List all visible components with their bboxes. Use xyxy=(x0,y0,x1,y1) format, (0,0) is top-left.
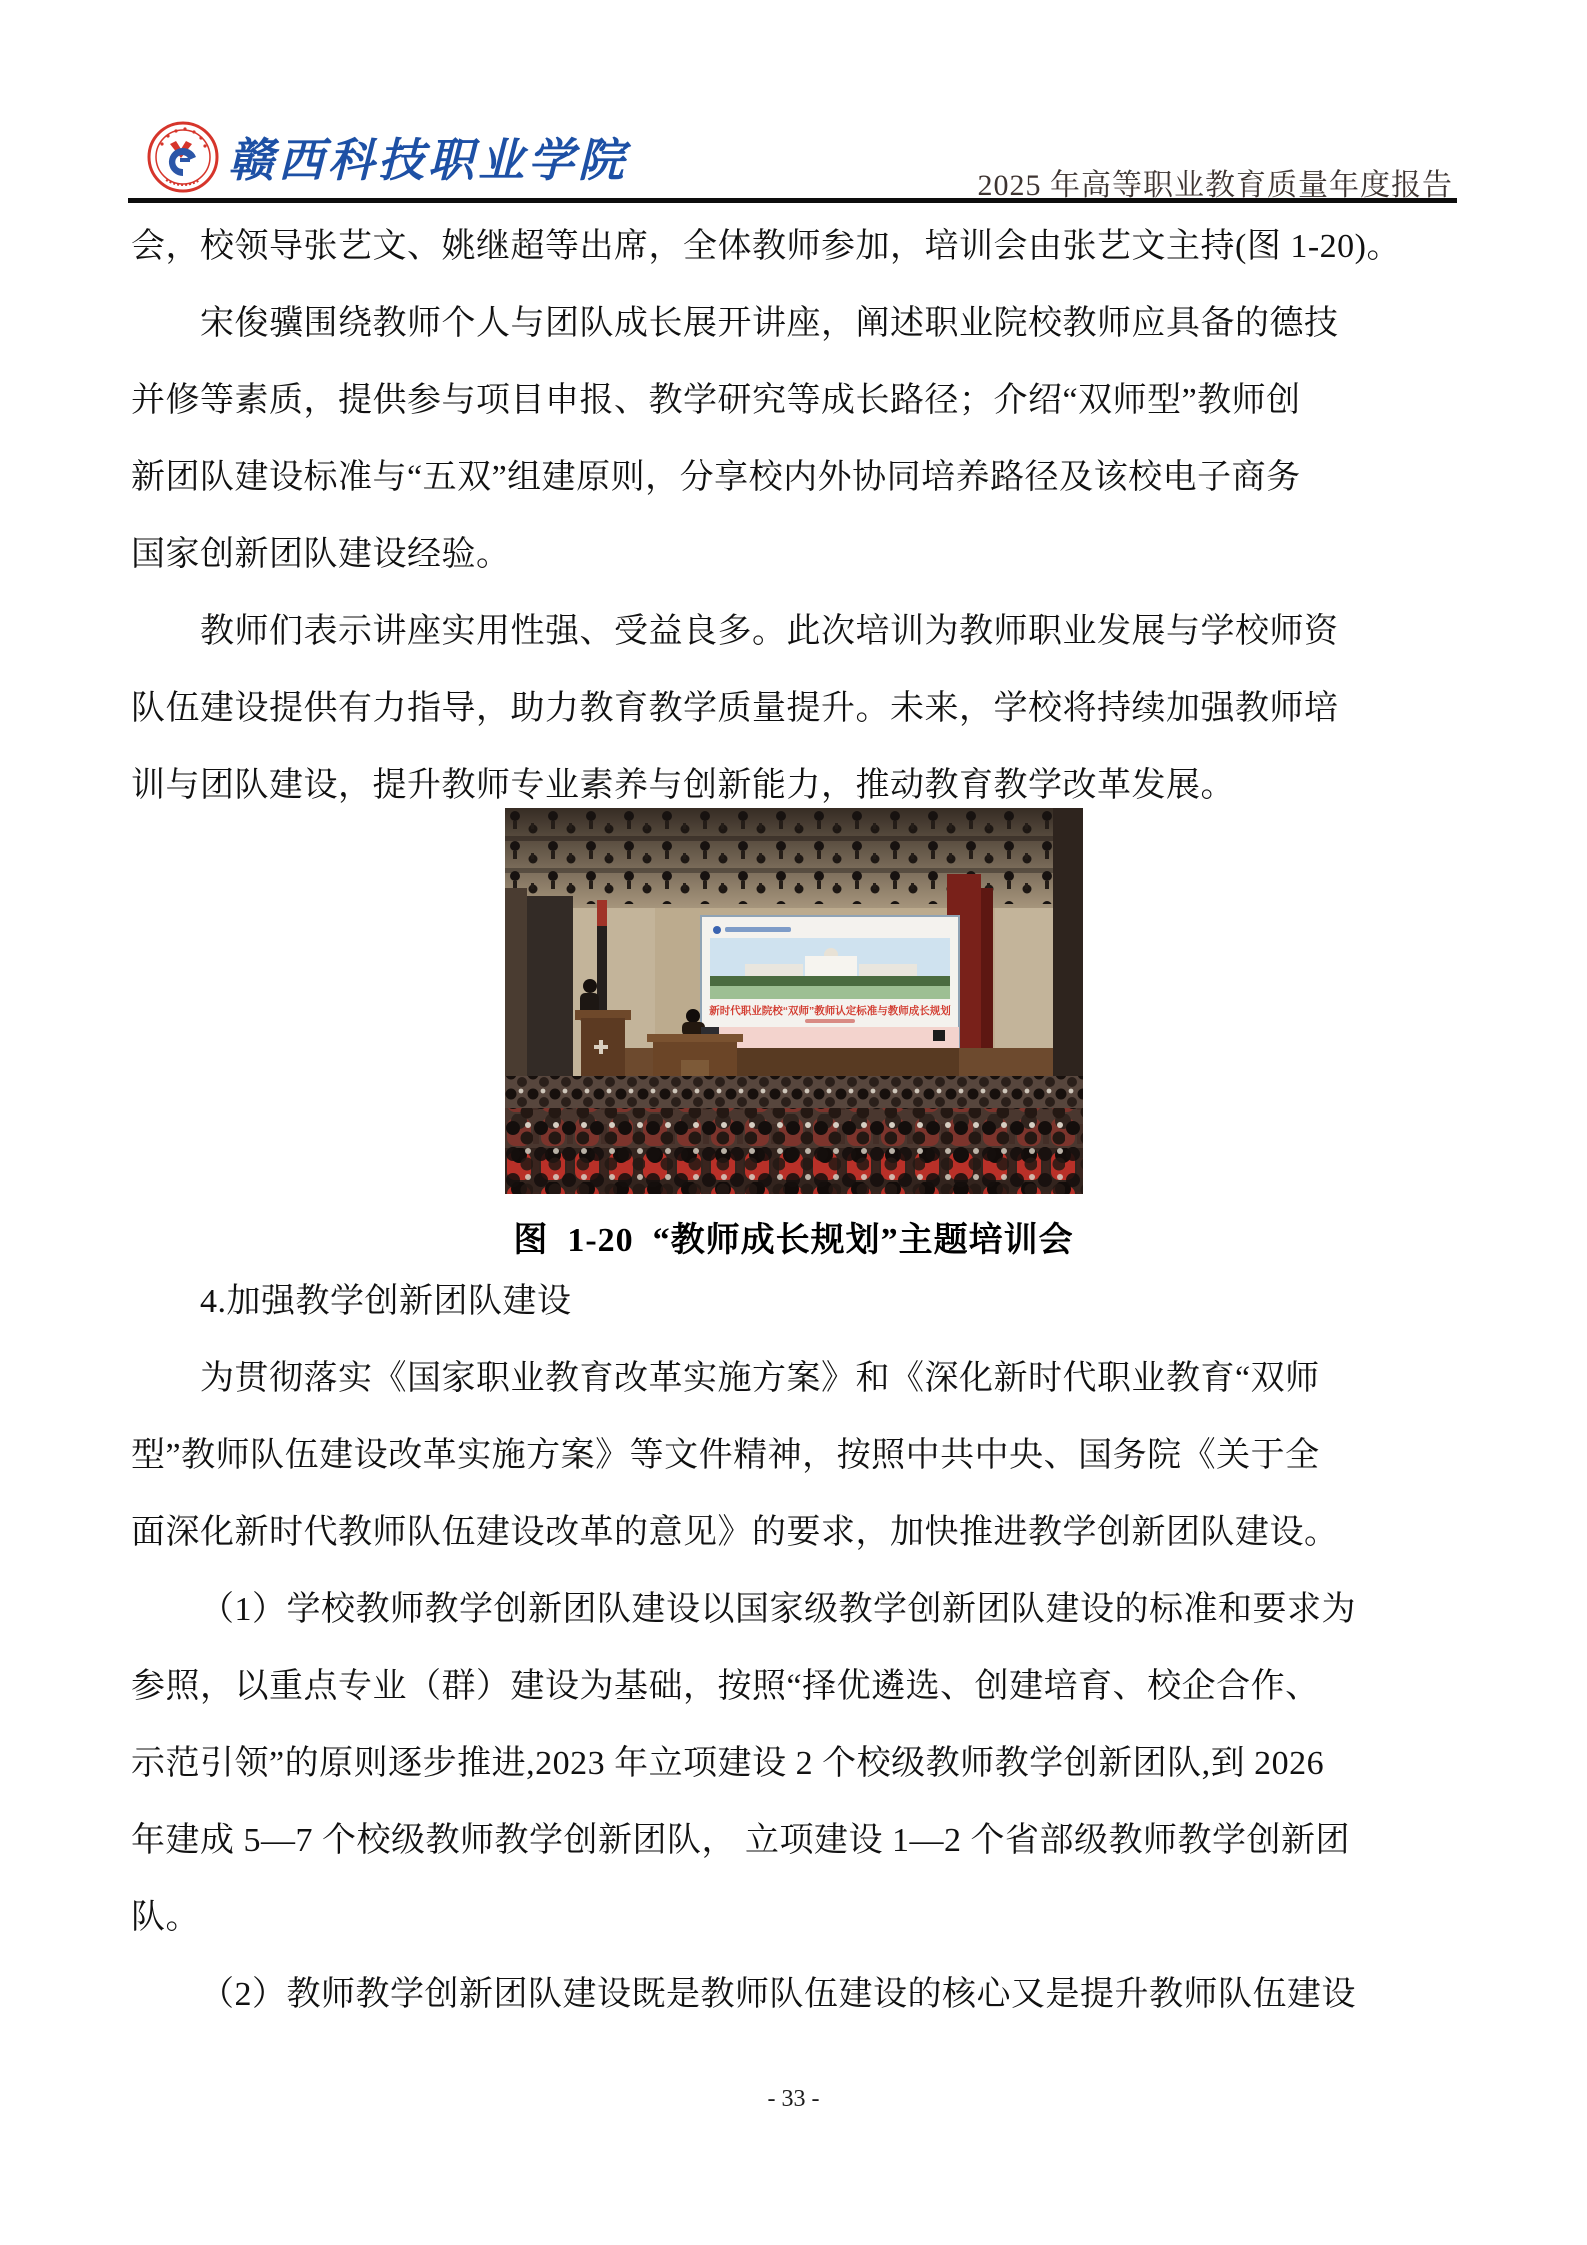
figure-1-20 xyxy=(505,808,1083,1194)
school-logo-icon xyxy=(146,114,220,200)
body-text-top xyxy=(131,208,1456,824)
text-line: 面深化新时代教师队伍建设改革的意见》的要求，加快推进教学创新团队建设。 xyxy=(131,1514,1339,1551)
text-line: 为贯彻落实《国家职业教育改革实施方案》和《深化新时代职业教育“双师 xyxy=(200,1360,1320,1397)
text-line: 并修等素质，提供参与项目申报、教学研究等成长路径；介绍“双师型”教师创 xyxy=(131,382,1301,419)
text-line: 会，校领导张艺文、姚继超等出席，全体教师参加，培训会由张艺文主持(图 1-20)。 xyxy=(131,228,1401,265)
training-photo xyxy=(505,808,1083,1194)
text-line: 队。 xyxy=(131,1899,200,1936)
text-line: （2）教师教学创新团队建设既是教师队伍建设的核心又是提升教师队伍建设 xyxy=(200,1976,1356,2013)
slide-title: 新时代职业院校“双师”教师认定标准与教师成长规划 xyxy=(708,1005,951,1017)
header-rule xyxy=(128,198,1457,203)
figure-caption: 图 1-20 “教师成长规划”主题培训会 xyxy=(513,1222,1074,1259)
text-line: 教师们表示讲座实用性强、受益良多。此次培训为教师职业发展与学校师资 xyxy=(200,613,1339,650)
text-line: 训与团队建设，提升教师专业素养与创新能力，推动教育教学改革发展。 xyxy=(131,767,1235,804)
text-line: 队伍建设提供有力指导，助力教育教学质量提升。未来，学校将持续加强教师培 xyxy=(131,690,1339,727)
text-line: 国家创新团队建设经验。 xyxy=(131,536,511,573)
text-line: 新团队建设标准与“五双”组建原则，分享校内外协同培养路径及该校电子商务 xyxy=(131,459,1301,496)
school-logo xyxy=(146,114,220,200)
text-line: （1）学校教师教学创新团队建设以国家级教学创新团队建设的标准和要求为 xyxy=(200,1591,1356,1628)
section-heading: 4.加强教学创新团队建设 xyxy=(200,1283,572,1320)
report-title: 2025 年高等职业教育质量年度报告 xyxy=(977,169,1453,202)
page-number: - 33 - xyxy=(767,2086,820,2112)
text-line: 年建成 5—7 个校级教师教学创新团队， 立项建设 1—2 个省部级教师教学创新团 xyxy=(131,1822,1350,1859)
text-line: 示范引领”的原则逐步推进,2023 年立项建设 2 个校级教师教学创新团队,到 2026 xyxy=(131,1745,1325,1782)
body-text-bottom xyxy=(131,1263,1456,2033)
text-line: 宋俊骥围绕教师个人与团队成长展开讲座，阐述职业院校教师应具备的德技 xyxy=(200,305,1339,342)
text-line: 参照，以重点专业（群）建设为基础，按照“择优遴选、创建培育、校企合作、 xyxy=(131,1668,1320,1705)
text-line: 型”教师队伍建设改革实施方案》等文件精神，按照中共中央、国务院《关于全 xyxy=(131,1437,1320,1474)
page-header xyxy=(0,0,1587,205)
school-name: 赣西科技职业学院 xyxy=(228,135,628,186)
